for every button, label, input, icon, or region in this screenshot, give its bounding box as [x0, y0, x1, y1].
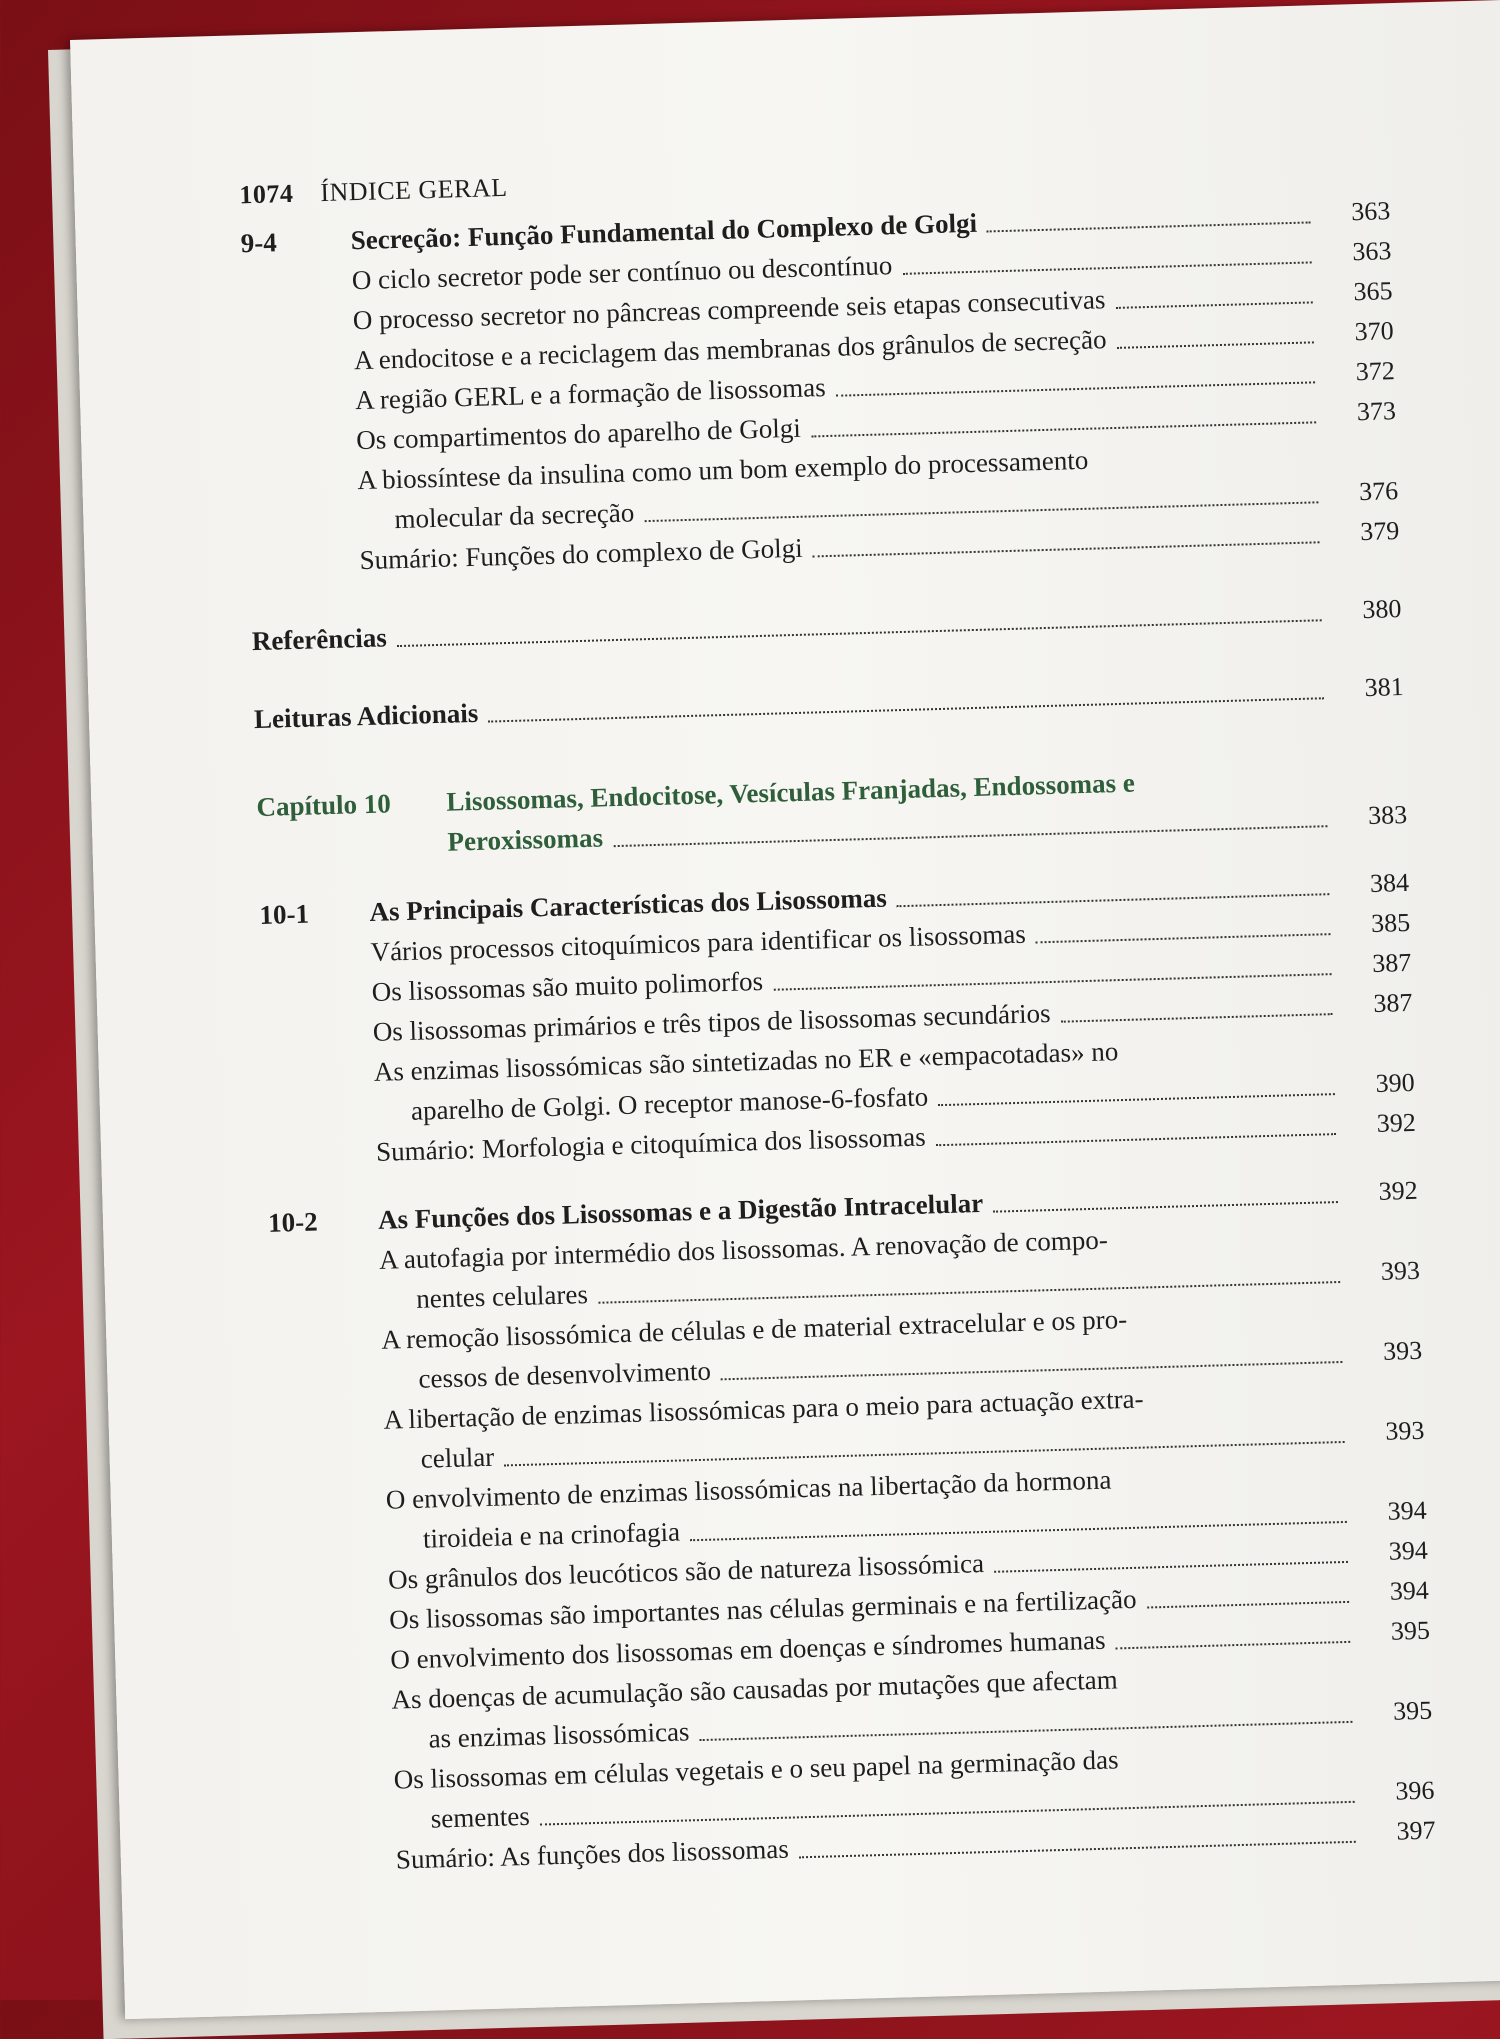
page-ref: 394 [1387, 1495, 1427, 1526]
entry-text: Os lisossomas em células vegetais e o seu papel na germinação das [393, 1744, 1119, 1795]
entry-text: A região GERL e a formação de lisossomas [354, 372, 827, 416]
page-number: 1074 [238, 178, 294, 210]
entry-text: A biossíntese da insulina como um bom exemplo do processamento [356, 444, 1089, 496]
section-number: 10-2 [267, 1206, 319, 1238]
page-ref: 387 [1373, 987, 1413, 1018]
page-ref: 372 [1355, 356, 1396, 387]
entry-text: As enzimas lisossómicas são sintetizadas no ER e «empacotadas» no [373, 1036, 1119, 1087]
page-ref: 393 [1384, 1415, 1425, 1446]
entry-text-cont: tiroideia e na crinofagia [422, 1516, 681, 1554]
further-reading-label: Leituras Adicionais [253, 697, 479, 735]
entry-text: O envolvimento de enzimas lisossómicas na libertação da hormona [385, 1464, 1112, 1515]
page-ref: 363 [1352, 236, 1392, 267]
page-ref: 387 [1371, 947, 1412, 978]
entry-text: Os lisossomas são importantes nas células germinais e na fertilização [388, 1583, 1137, 1635]
entry-text-cont: celular [420, 1441, 495, 1474]
page-ref: 381 [1364, 672, 1404, 703]
entry-text-cont: nentes celulares [415, 1279, 589, 1314]
page-ref: 393 [1382, 1335, 1423, 1366]
page-ref: 370 [1354, 316, 1395, 347]
book-page [70, 0, 1500, 2019]
entry-text: Sumário: Morfologia e citoquímica dos lisossomas [375, 1121, 927, 1167]
page-ref: 394 [1388, 1535, 1429, 1566]
entry-text: Os lisossomas primários e três tipos de lisossomas secundários [372, 998, 1051, 1047]
entry-text: O envolvimento dos lisossomas em doenças e síndromes humanas [389, 1624, 1106, 1675]
page-ref: 393 [1380, 1255, 1421, 1286]
entry-text-cont: cessos de desenvolvimento [418, 1355, 712, 1394]
page-ref: 379 [1359, 516, 1400, 547]
chapter-label: Capítulo 10 [256, 788, 392, 823]
section-title: As Principais Características dos Lisossomas [369, 882, 888, 927]
entry-text-cont: aparelho de Golgi. O receptor manose-6-fosfato [410, 1081, 929, 1126]
entry-text: Os lisossomas são muito polimorfos [371, 966, 764, 1007]
section-title: Secreção: Função Fundamental do Complexo de Golgi [350, 207, 978, 256]
chapter-title-line2: Peroxissomas [447, 822, 604, 857]
page-ref: 394 [1389, 1575, 1430, 1606]
entry-text: Sumário: As funções dos lisossomas [395, 1833, 790, 1875]
entry-text: A autofagia por intermédio dos lisossomas. A renovação de compo- [378, 1224, 1109, 1275]
entry-text: A endocitose e a reciclagem das membranas dos grânulos de secreção [353, 324, 1107, 376]
references-label: Referências [251, 622, 388, 657]
page-ref: 396 [1395, 1775, 1435, 1806]
page-ref: 376 [1358, 476, 1399, 507]
entry-text: A libertação de enzimas lisossómicas para o meio para actuação extra- [383, 1383, 1144, 1435]
page-ref: 392 [1376, 1107, 1417, 1138]
page-ref: 395 [1392, 1695, 1433, 1726]
entry-text-cont: molecular da secreção [394, 497, 635, 535]
page-ref: 373 [1356, 396, 1397, 427]
entry-text: Os compartimentos do aparelho de Golgi [355, 412, 802, 456]
entry-text: Os grânulos dos leucóticos são de natureza lisossómica [387, 1548, 985, 1595]
entry-text-cont: as enzimas lisossómicas [428, 1716, 690, 1754]
page-ref: 380 [1362, 594, 1402, 625]
page-title: ÍNDICE GERAL [319, 172, 508, 208]
section-number: 9-4 [240, 227, 278, 259]
page-ref: 363 [1350, 196, 1391, 227]
page-ref: 390 [1375, 1067, 1416, 1098]
page-ref: 383 [1367, 799, 1408, 831]
section-number: 10-1 [259, 898, 310, 931]
page-ref: 395 [1390, 1615, 1431, 1646]
section-title: As Funções dos Lisossomas e a Digestão Intracelular [377, 1187, 984, 1235]
page-ref: 384 [1369, 867, 1410, 899]
page-ref: 365 [1353, 276, 1393, 307]
entry-text: O ciclo secretor pode ser contínuo ou descontínuo [351, 250, 893, 296]
entry-text: Sumário: Funções do complexo de Golgi [359, 532, 804, 576]
entry-text: As doenças de acumulação são causadas por mutações que afectam [391, 1664, 1119, 1715]
entry-text: Vários processos citoquímicos para identificar os lisossomas [370, 918, 1027, 967]
chapter-title-line1: Lisossomas, Endocitose, Vesículas Franjadas, Endossomas e [445, 767, 1136, 817]
page-ref: 397 [1396, 1815, 1436, 1846]
entry-text: O processo secretor no pâncreas compreende seis etapas consecutivas [352, 284, 1106, 336]
toc-content [239, 143, 1436, 1882]
entry-text: A remoção lisossómica de células e de material extracelular e os pro- [380, 1303, 1128, 1355]
page-ref: 385 [1370, 907, 1411, 939]
entry-text-cont: sementes [430, 1800, 531, 1834]
page-ref: 392 [1378, 1175, 1419, 1206]
